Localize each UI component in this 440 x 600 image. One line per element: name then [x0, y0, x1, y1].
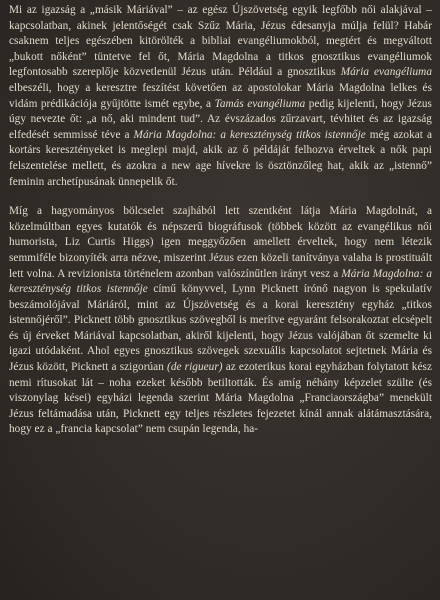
body-text-run: az ezoterikus korai egyházban folytatott kész nemi rítusokat lát – noha ezeket később betiltották. És amíg néhány képzelet szülte (és viszonylag kései) egyházi legenda szerint Mária Magdolna „Franciaországba” menekült Jézus feltámadása után, Picknett egy teljes részletes fejezetet kínál annak alátámasztására, hogy ez a „francia kapcsolat” nem csupán legenda, ha-: [9, 361, 432, 436]
body-text-run: pedig kijelenti, hogy Jézus úgy nevezte őt: „a nő, aki mindent tud”. Az évszázados zűrzavart, tévhitet és az igazság elfedését semmissé téve a: [9, 97, 432, 141]
italic-title-text: Mária Magdolna: a kereszténység titkos istennője: [9, 267, 432, 296]
blurb-paragraph-1: [9, 3, 432, 190]
body-text-run: Míg a hagyományos bölcselet szajhából lett szentként látja Mária Magdolnát, a közelmúltban egyes kutatók és népszerű biográfusok (többek között az evangélikus női humorista, Liz Curtis Higgs) igen meggyőzően amellett érveltek, hogy nem létezik semmiféle bizonyíték arra nézve, miszerint Jézus ezen közeli tanítványa valaha is prostituált lett volna. A revizionista történelem azonban valószínűtlen irányt vesz a: [9, 205, 432, 280]
body-text-run: Mi az igazság a „másik Máriával” – az egész Újszövetség egyik legfőbb női alakjával – kapcsolatban, akinek jelentőségét csak Szűz Mária, Jézus édesanyja múlja felül? Habár csaknem teljes egészében kitörölték a bibliai evangéliumokból, megtért és megváltott „bukott nőként” tüntetve fel őt, Mária Magdolna a titkos gnosztikus evangéliumok legfontosabb szereplője közvetlenül Jézus után. Például a gnosztikus: [9, 4, 432, 79]
italic-title-text: (de rigueur): [167, 361, 223, 374]
italic-title-text: Mária evangéliuma: [340, 66, 432, 79]
body-text-run: című könyvvel, Lynn Picknett írónő nagyon is spekulatív beszámolójával Máriáról, mint az Újszövetség és a korai keresztény egyház „titkos istennőjéről”. Picknett több gnosztikus szövegből is merítve egyaránt felsorakoztat elcsépelt és új érveket Máriával kapcsolatban, akiről kijelenti, hogy Jézus valójában őt szemelte ki igazi utódaként. Ahol egyes gnosztikus szövegek szexuális kapcsolatot sejtetnek Mária és Jézus között, Picknett a szigorúan: [9, 283, 432, 374]
italic-title-text: Mária Magdolna: a kereszténység titkos istennője: [133, 128, 366, 141]
italic-title-text: Tamás evangéliuma: [214, 97, 306, 110]
body-text-run: még azokat a kortárs keresztényeket is meglepi majd, akik az ő példáját felhozva érveltek a nők papi felszentelése mellett, és azokra a new age hívekre is ösztönzőleg hat, akik az „istennő” feminin archetípusának ünnepelik őt.: [9, 128, 433, 188]
body-text-run: elbeszéli, hogy a keresztre feszítést követően az apostolokar Mária Magdolna lelkes és vidám prédikációja gyűjtötte ismét egybe, a: [9, 81, 432, 110]
blurb-paragraph-2: [9, 204, 432, 438]
